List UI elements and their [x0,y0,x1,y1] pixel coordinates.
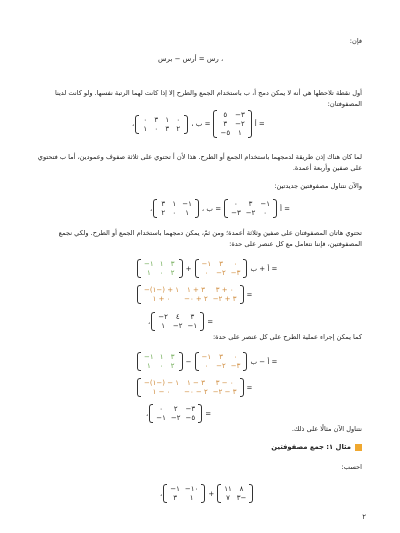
matrix-sum-expanded: −١ + (−١) ٣ + ١ ٠ + ٣ ٠ + ١ −٢ + ٠ −٣ + ٢ [137,285,244,304]
matrix-difference-expanded: −١ − (−١) ٣ − ١ ٠ − ٣ ٠ − ١ −٢ − ٠ −٣ − ٢ [137,378,244,397]
example-equation: ، −١ −١٠ ٣ ١ + ١١ ٨ ٧ ٣− [160,484,254,503]
matrix-b: ٣ ١ −١ ٢ ٠ ١ [153,199,199,218]
paragraph-element-wise-subtraction: كما يمكن إجراء عملية الطرح على كل عنصر على حدة: [212,333,362,341]
lhs-label: أ − ب = [250,357,278,366]
matrix-a: ٥ −٣ ٣ −٢ −٥ ١ [213,110,251,138]
end-mark: ، [150,204,153,213]
matrix-sum-result: −٢ ٤ ٣ ١ −٢ −١ [151,312,204,331]
addition-line-3: ، −٢ ٤ ٣ ١ −٢ −١ = [148,313,214,330]
matrix-a: −١ ٣ ٠ ٠ −٢ −٣ [195,259,248,278]
matrix-b: −١ ١ ٣ ١ ٠ ٢ [137,259,183,278]
b-label: ، ب = [201,204,222,213]
bullet-square-icon [355,444,362,451]
example-heading [271,443,362,451]
paragraph-element-wise-addition: تحتوي هاتان المصفوفتان على صفين وثلاثة أعمدة؛ ومن ثمّ، يمكن دمجهما باستخدام الجمع أو الطرح. ولكي نجمع المصفوفتين، فإننا نتعامل مع كل عنصر على حدة: [58,229,362,248]
a-label: أ = [280,204,291,213]
end-mark: ، [132,120,135,128]
paragraph-compute: احسب: [341,463,362,471]
paragraph-order-note: أول نقطة تلاحظها هي أنه لا يمكن دمج أ، ب باستخدام الجمع والطرح إلا إذا كانت لهما الرتبة نفسها. ولو كانت لدينا المصفوفتان: [54,89,362,108]
b-label: ، ب = [191,120,211,128]
paragraph-example-intro: نتناول الآن مثالًا على ذلك. [291,425,362,433]
matrix-right: ١١ ٨ ٧ ٣− [217,484,253,503]
matrix-difference-result: ٠ ٢ −٣ −١ −٢ −٥ [149,404,202,423]
subtraction-line-1: −١ ١ ٣ ١ ٠ ٢ − −١ ٣ ٠ ٠ −٢ −٣ أ − ب = [136,352,279,371]
a-label: أ = [254,120,265,128]
subtraction-line-2: −١ − (−١) ٣ − ١ ٠ − ٣ ٠ − ١ −٢ − ٠ −٣ − ٢ = [136,378,254,397]
subtraction-line-3: ، ٠ ٢ −٣ −١ −٢ −٥ = [146,405,212,422]
lhs-label: أ + ب = [250,264,278,273]
page-number: ٢ [362,513,366,521]
intro-text: فإن: [349,37,362,45]
addition-line-2: −١ + (−١) ٣ + ١ ٠ + ٣ ٠ + ١ −٢ + ٠ −٣ + ٢ = [136,285,254,304]
matrix-b: ٠ ٣ ١ ٠ ١ ٠ ٣ ٢ [135,115,188,134]
matrix-a: ٠ ٣ −١ −٣ −٢ ٠ [224,199,277,218]
matrix-left: −١ −١٠ ٣ ١ [163,484,205,503]
addition-line-1: −١ ١ ٣ ١ ٠ ٢ + −١ ٣ ٠ ٠ −٢ −٣ أ + ب = [136,259,279,278]
end-mark: ، [160,489,163,498]
matrix-b: −١ ١ ٣ ١ ٠ ٢ [137,352,183,371]
matrix-a: −١ ٣ ٠ ٠ −٢ −٣ [195,352,248,371]
formula-subtraction-element [158,55,223,63]
equation-matrices-a-b-different-order [132,110,267,138]
formula-text: رس = أرس − برس ، [158,55,224,63]
example-heading-text: مثال ١: جمع مصفوفتين [271,443,351,451]
paragraph-no-combination: لما كان هناك إذن طريقة لدمجهما باستخدام الجمع أو الطرح. هذا لأن أ تحتوي على ثلاثة صفوف وعمودين، أما ب فتحتوي على صفين وأربعة أعمدة. [37,153,362,172]
end-mark: ، [148,317,151,326]
paragraph-new-matrices: والآن نتناول مصفوفتين جديدتين: [274,182,362,190]
equation-matrices-a-b-same-order [150,199,292,218]
end-mark: ، [146,409,149,418]
